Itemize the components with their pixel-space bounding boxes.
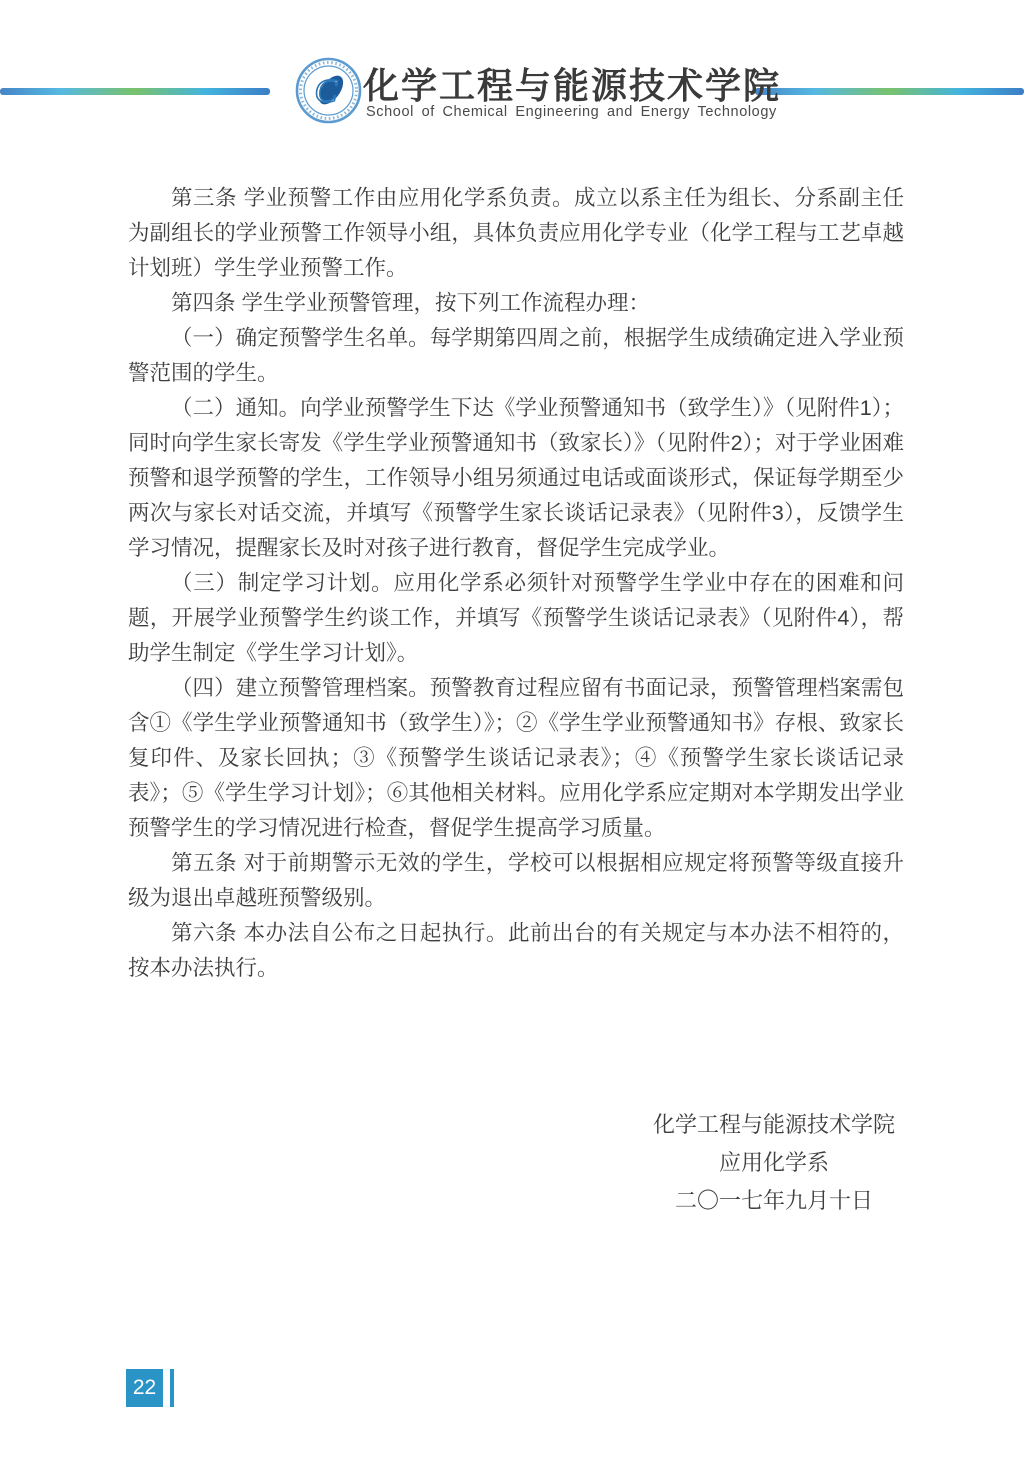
- paragraph-item-4: （四）建立预警管理档案。预警教育过程应留有书面记录，预警管理档案需包含①《学生学业预警通知书（致学生）》；②《学生学业预警通知书》存根、致家长复印件、及家长回执；③《预警学生谈话记录表》；④《预警学生家长谈话记录表》；⑤《学生学习计划》；⑥其他相关材料。应用化学系应定期对本学期发出学业预警学生的学习情况进行检查，督促学生提高学习质量。: [128, 676, 904, 840]
- signature-department: 应用化学系: [718, 1150, 829, 1175]
- paragraph-item-1: （一）确定预警学生名单。每学期第四周之前，根据学生成绩确定进入学业预警范围的学生。: [128, 326, 904, 385]
- header-divider-right: [755, 88, 1024, 95]
- school-emblem-icon: [295, 57, 362, 124]
- school-name-en: School of Chemical Engineering and Energy Technology: [366, 104, 777, 120]
- paragraph-item-2: （二）通知。向学业预警学生下达《学业预警通知书（致学生）》（见附件1）；同时向学生家长寄发《学生学业预警通知书（致家长）》（见附件2）；对于学业困难预警和退学预警的学生，工作领导小组另须通过电话或面谈形式，保证每学期至少两次与家长对话交流，并填写《预警学生家长谈话记录表》（见附件3），反馈学生学习情况，提醒家长及时对孩子进行教育，督促学生完成学业。: [128, 396, 904, 560]
- signature-date: 二〇一七年九月十日: [674, 1188, 873, 1213]
- paragraph-article-6: 第六条 本办法自公布之日起执行。此前出台的有关规定与本办法不相符的，按本办法执行。: [128, 921, 904, 980]
- svg-text:C: C: [314, 73, 338, 110]
- paragraph-article-4: 第四条 学生学业预警管理，按下列工作流程办理：: [171, 291, 650, 315]
- document-body: [128, 181, 904, 986]
- page-number-badge: 22: [126, 1369, 163, 1407]
- signature-block: [653, 1106, 895, 1220]
- paragraph-article-5: 第五条 对于前期警示无效的学生，学校可以根据相应规定将预警等级直接升级为退出卓越班预警级别。: [128, 851, 904, 910]
- paragraph-article-3: 第三条 学业预警工作由应用化学系负责。成立以系主任为组长、分系副主任为副组长的学业预警工作领导小组，具体负责应用化学专业（化学工程与工艺卓越计划班）学生学业预警工作。: [128, 186, 904, 280]
- header-divider-left: [0, 88, 270, 95]
- school-name-zh: 化学工程与能源技术学院: [363, 65, 782, 106]
- paragraph-item-3: （三）制定学习计划。应用化学系必须针对预警学生学业中存在的困难和问题，开展学业预警学生约谈工作，并填写《预警学生谈话记录表》（见附件4），帮助学生制定《学生学习计划》。: [128, 571, 904, 665]
- page-number-divider: [170, 1369, 174, 1407]
- signature-school: 化学工程与能源技术学院: [652, 1112, 895, 1137]
- page-footer: [126, 1369, 186, 1407]
